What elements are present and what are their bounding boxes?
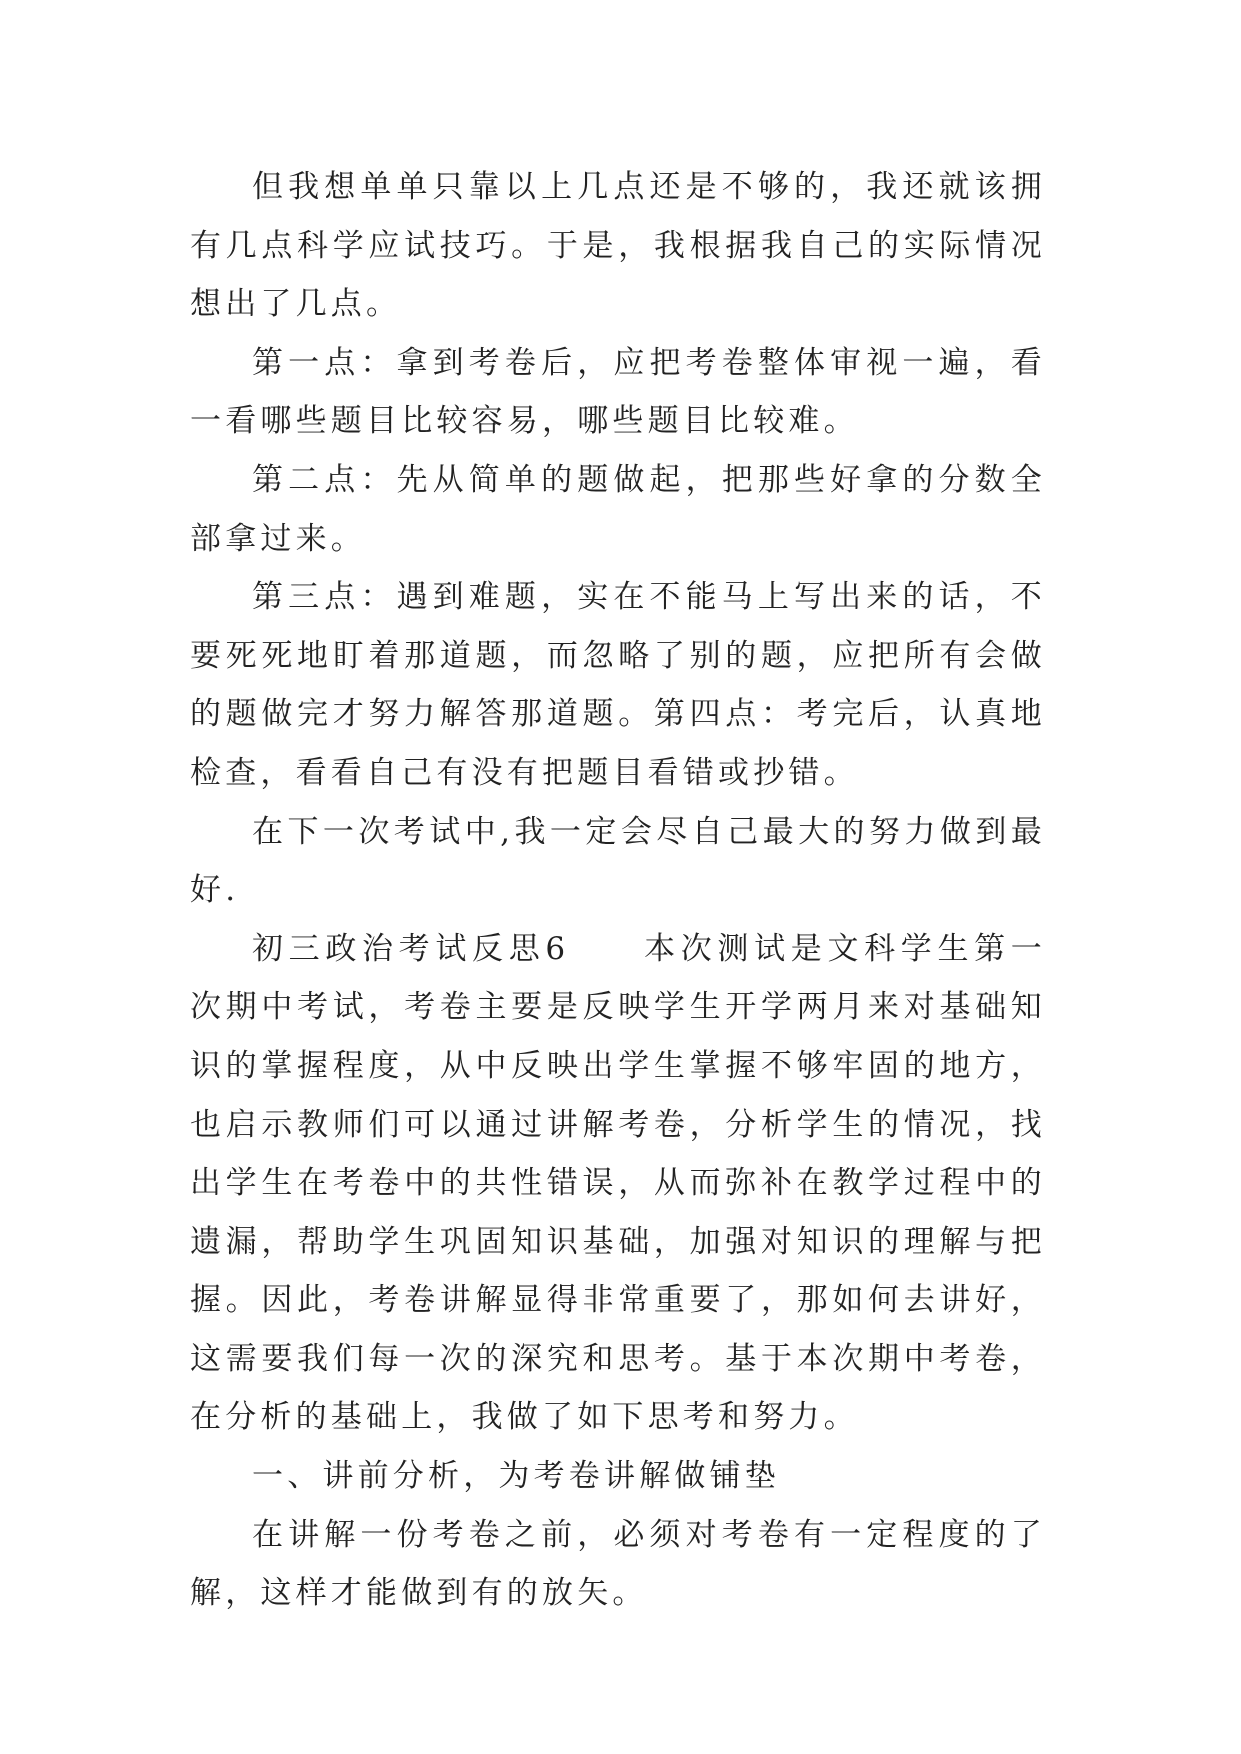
paragraph-pre-analysis: 在讲解一份考卷之前，必须对考卷有一定程度的了解，这样才能做到有的放矢。 xyxy=(190,1516,1046,1612)
paragraph-resolution: 在下一次考试中,我一定会尽自己最大的努力做到最好. xyxy=(190,813,1046,909)
section-heading-pre-analysis: 一、讲前分析，为考卷讲解做铺垫 xyxy=(252,1458,780,1495)
paragraph-reflection-6: 初三政治考试反思6 本次测试是文科学生第一次期中考试，考卷主要是反映学生开学两月来对基础知识的掌握程度，从中反映出学生掌握不够牢固的地方，也启示教师们可以通过讲解考卷，分析学生的情况，找出学生在考卷中的共性错误，从而弥补在教学过程中的遗漏，帮助学生巩固知识基础，加强对知识的理解与把握。因此，考卷讲解显得非常重要了，那如何去讲好，这需要我们每一次的深究和思考。基于本次期中考卷，在分析的基础上，我做了如下思考和努力。 xyxy=(190,930,1046,1436)
paragraph-intro: 但我想单单只靠以上几点还是不够的，我还就该拥有几点科学应试技巧。于是，我根据我自己的实际情况想出了几点。 xyxy=(190,169,1046,323)
document-body xyxy=(190,158,1046,1623)
paragraph-point-two: 第二点：先从简单的题做起，把那些好拿的分数全部拿过来。 xyxy=(190,461,1046,557)
paragraph-point-three-four: 第三点：遇到难题，实在不能马上写出来的话，不要死死地盯着那道题，而忽略了别的题，应把所有会做的题做完才努力解答那道题。第四点：考完后，认真地检查，看看自己有没有把题目看错或抄错。 xyxy=(190,579,1046,791)
paragraph-point-one: 第一点：拿到考卷后，应把考卷整体审视一遍，看一看哪些题目比较容易，哪些题目比较难。 xyxy=(190,344,1046,440)
